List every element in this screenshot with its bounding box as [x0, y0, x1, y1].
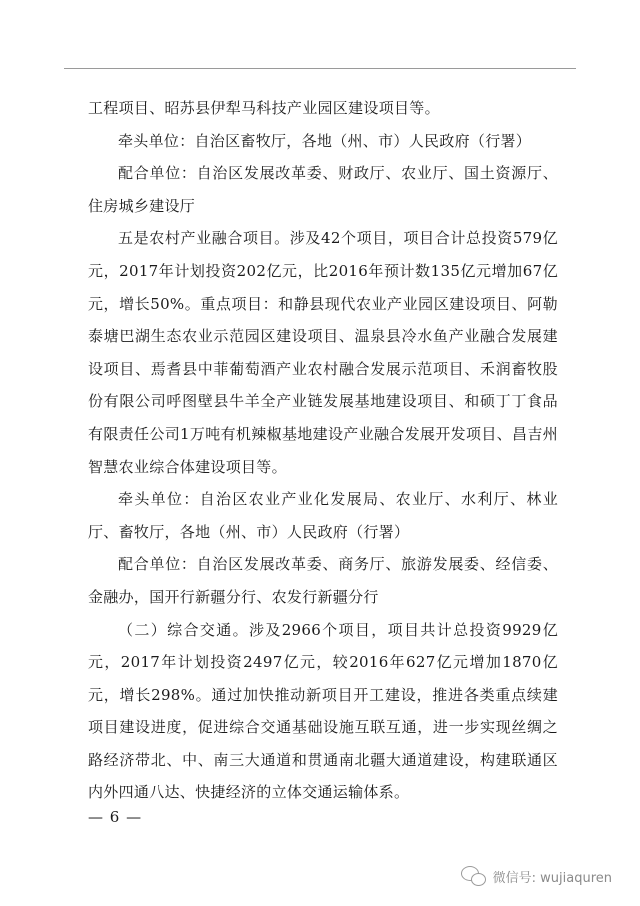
paragraph-3: 配合单位：自治区发展改革委、财政厅、农业厅、国土资源厅、住房城乡建设厅 [88, 164, 558, 215]
header-rule [64, 68, 576, 69]
document-body [88, 92, 558, 809]
paragraph-1: 工程项目、昭苏县伊犁马科技产业园区建设项目等。 [88, 99, 440, 117]
watermark [461, 865, 612, 887]
paragraph-6: 配合单位：自治区发展改革委、商务厅、旅游发展委、经信委、金融办，国开行新疆分行、农发行新疆分行 [88, 555, 558, 606]
paragraph-4: 五是农村产业融合项目。涉及42个项目，项目合计总投资579亿元，2017年计划投资202亿元，比2016年预计数135亿元增加67亿元，增长50%。重点项目：和静县现代农业产业园区建设项目、阿勒泰塘巴湖生态农业示范园区建设项目、温泉县冷水鱼产业融合发展建设项目、焉耆县中菲葡萄酒产业农村融合发展示范项目、禾润畜牧股份有限公司呼图壁县牛羊全产业链发展基地建设项目、和硕丁丁食品有限责任公司1万吨有机辣椒基地建设产业融合发展开发项目、昌吉州智慧农业综合体建设项目等。 [88, 229, 558, 476]
paragraph-2: 牵头单位：自治区畜牧厅，各地（州、市）人民政府（行署） [118, 131, 532, 150]
paragraph-5: 牵头单位：自治区农业产业化发展局、农业厅、水利厅、林业厅、畜牧厅，各地（州、市）人民政府（行署） [88, 490, 558, 541]
page-number: — 6 — [88, 808, 143, 826]
watermark-text: 微信号: wujiaquren [492, 870, 612, 886]
wechat-icon [461, 865, 487, 887]
paragraph-7: （二）综合交通。涉及2966个项目，项目共计总投资9929亿元，2017年计划投资2497亿元，较2016年627亿元增加1870亿元，增长298%。通过加快推动新项目开工建设，推进各类重点续建项目建设进度，促进综合交通基础设施互联互通，进一步实现丝绸之路经济带北、中、南三大通道和贯通南北疆大通道建设，构建联通区内外四通八达、快捷经济的立体交通运输体系。 [88, 620, 558, 802]
